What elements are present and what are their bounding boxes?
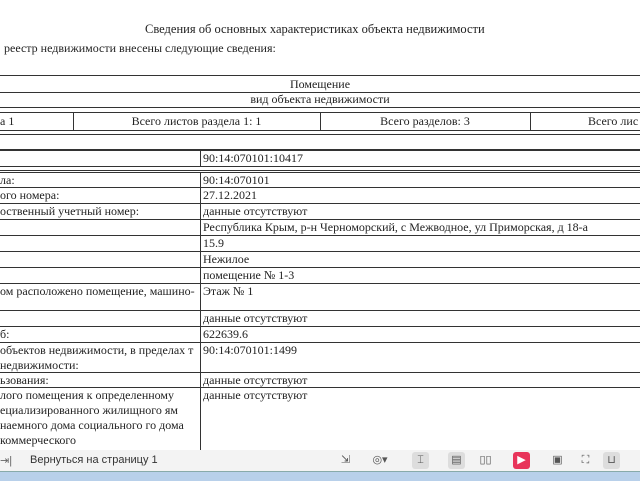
row-label: б: — [0, 327, 10, 341]
fullscreen-icon[interactable]: ⛶ — [581, 454, 590, 466]
viewer-toolbar — [0, 450, 640, 471]
fit-width-icon[interactable]: ⌶ — [412, 452, 429, 469]
actual-size-icon[interactable]: ▣ — [552, 454, 563, 466]
row-value: данные отсутствуют — [203, 311, 308, 325]
row-value: Республика Крым, р-н Черноморский, с Межводное, ул Приморская, д 18-а — [203, 220, 588, 234]
row-value: 90:14:070101:1499 — [203, 343, 298, 357]
single-page-icon[interactable]: ▤ — [448, 452, 465, 469]
row-label: ьзования: — [0, 373, 49, 387]
two-page-icon[interactable]: ▯▯ — [479, 454, 492, 466]
nav-last-icon[interactable]: ⇥| — [0, 455, 13, 467]
document-title: Сведения об основных характеристиках объекта недвижимости — [145, 22, 485, 36]
row-value: 15.9 — [203, 236, 224, 250]
row-value: Нежилое — [203, 252, 250, 266]
row-label: лого помещения к определенному ециализированного жилищного ям наемного дома социального го дома коммерческого — [0, 388, 184, 447]
eye-icon[interactable]: ◎▾ — [372, 454, 388, 466]
object-kind-label: вид объекта недвижимости — [250, 92, 390, 106]
row-value: 90:14:070101:10417 — [203, 151, 304, 165]
row-label: объектов недвижимости, в пределах т недвижимости: — [0, 343, 194, 372]
row-value: 27.12.2021 — [203, 188, 257, 202]
fit-page-icon[interactable]: ⊔ — [603, 452, 620, 469]
row-label: ого номера: — [0, 188, 60, 202]
section-count: Всего разделов: 3 — [380, 114, 470, 128]
document-subtitle: реестр недвижимости внесены следующие сведения: — [4, 41, 276, 55]
row-value: данные отсутствуют — [203, 388, 308, 402]
row-label: ом расположено помещение, машино- — [0, 284, 195, 298]
row-label: оственный учетный номер: — [0, 204, 140, 218]
sheet-cell: а 1 — [0, 114, 15, 128]
play-icon[interactable]: ▶ — [513, 452, 530, 469]
sheet-count: Всего листов раздела 1: 1 — [131, 114, 262, 128]
row-value: помещение № 1-3 — [203, 268, 295, 282]
row-value: Этаж № 1 — [203, 284, 254, 298]
back-to-page-button[interactable]: Вернуться на страницу 1 — [30, 454, 158, 466]
row-value: данные отсутствуют — [203, 204, 308, 218]
row-value: 622639.6 — [203, 327, 248, 341]
exit-icon[interactable]: ⇲ — [340, 454, 351, 466]
row-label: ла: — [0, 173, 15, 187]
object-type: Помещение — [289, 77, 351, 91]
row-value: данные отсутствуют — [203, 373, 308, 387]
row-value: 90:14:070101 — [203, 173, 270, 187]
total-sheets: Всего лис — [588, 114, 639, 128]
